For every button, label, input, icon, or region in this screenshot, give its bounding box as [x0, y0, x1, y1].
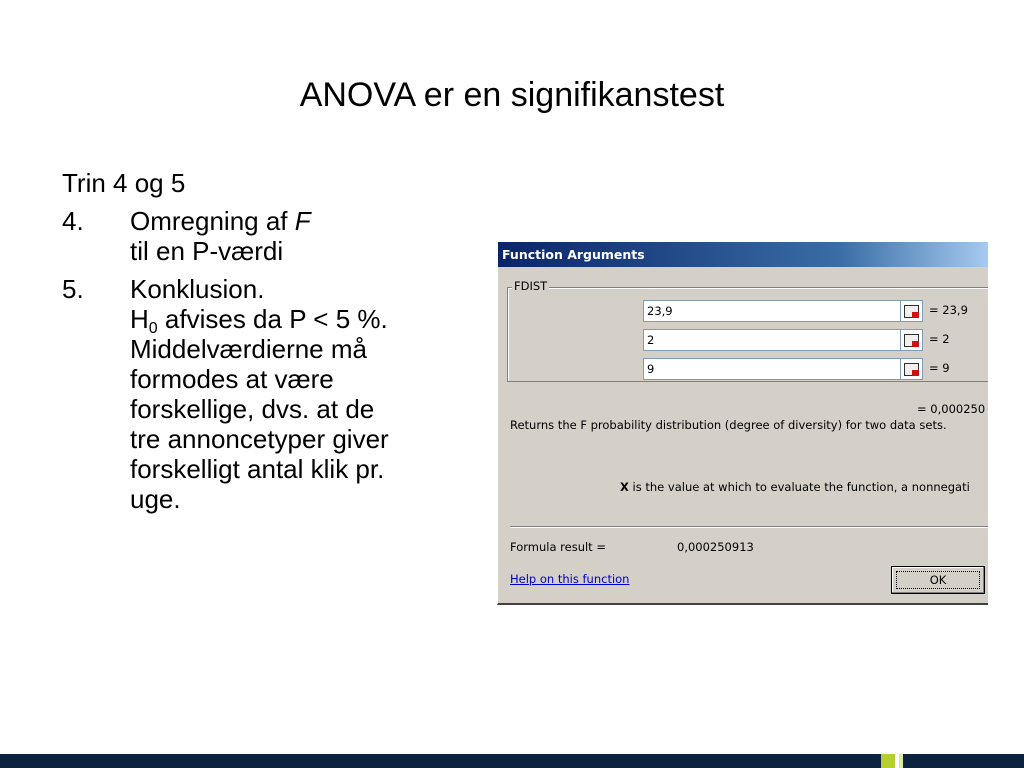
collapse-dialog-button[interactable]: [901, 329, 923, 351]
list-content: [130, 274, 482, 514]
item-line: tre annoncetyper giver: [130, 424, 389, 454]
x-input[interactable]: 23,9: [643, 300, 901, 322]
deg-freedom2-input[interactable]: 9: [643, 358, 901, 380]
group-label: FDIST: [514, 279, 548, 293]
item-line: uge.: [130, 484, 181, 514]
argument-help: [620, 480, 970, 494]
body-heading: Trin 4 og 5: [62, 168, 186, 198]
range-select-icon: [904, 305, 919, 318]
overall-result: = 0,000250: [917, 402, 986, 416]
ok-label: OK: [929, 573, 947, 587]
list-item-4: [62, 206, 482, 266]
h-rest: afvises da P < 5 %.: [157, 304, 388, 334]
arg-result: = 9: [929, 361, 950, 375]
italic-f: F: [294, 206, 311, 236]
item-line: [130, 206, 482, 236]
arg-result: = 2: [929, 332, 950, 346]
divider: [510, 526, 988, 528]
function-arguments-dialog: [497, 241, 988, 605]
argument-help-name: X: [620, 480, 629, 494]
argument-help-text: is the value at which to evaluate the function, a nonnegati: [628, 480, 970, 494]
arg-result: = 23,9: [929, 303, 968, 317]
hypothesis-line: [130, 304, 482, 337]
slide-body: [62, 168, 482, 522]
footer-accent: [881, 754, 895, 768]
focus-rect: [896, 571, 980, 589]
collapse-dialog-button[interactable]: [901, 358, 923, 380]
help-on-this-function-link[interactable]: Help on this function: [510, 572, 630, 586]
footer-bar: [0, 754, 1024, 768]
item-line: forskelligt antal klik pr.: [130, 454, 385, 484]
dialog-titlebar[interactable]: Function Arguments: [498, 242, 988, 267]
deg-freedom1-input[interactable]: 2: [643, 329, 901, 351]
item-line: Konklusion.: [130, 274, 265, 304]
formula-result-label: Formula result =: [510, 540, 606, 554]
range-select-icon: [904, 363, 919, 376]
collapse-dialog-button[interactable]: [901, 300, 923, 322]
function-description: Returns the F probability distribution (degree of diversity) for two data sets.: [510, 418, 947, 432]
h-subscript: 0: [148, 320, 158, 337]
h-letter: H: [130, 304, 149, 334]
ok-button[interactable]: [891, 566, 985, 594]
item-line: til en P-værdi: [130, 236, 284, 266]
item-line: formodes at være: [130, 364, 334, 394]
item-text: Omregning af: [130, 206, 295, 236]
range-select-icon: [904, 334, 919, 347]
list-number: 5.: [62, 274, 84, 304]
slide-title: ANOVA er en signifikanstest: [299, 76, 725, 114]
item-line: forskellige, dvs. at de: [130, 394, 375, 424]
item-line: Middelværdierne må: [130, 334, 367, 364]
list-item-5: [62, 274, 482, 514]
list-number: 4.: [62, 206, 84, 236]
list-content: [130, 206, 482, 266]
formula-result-value: 0,000250913: [677, 540, 754, 554]
footer-accent-light: [899, 754, 903, 768]
fdist-groupbox: [507, 287, 988, 382]
